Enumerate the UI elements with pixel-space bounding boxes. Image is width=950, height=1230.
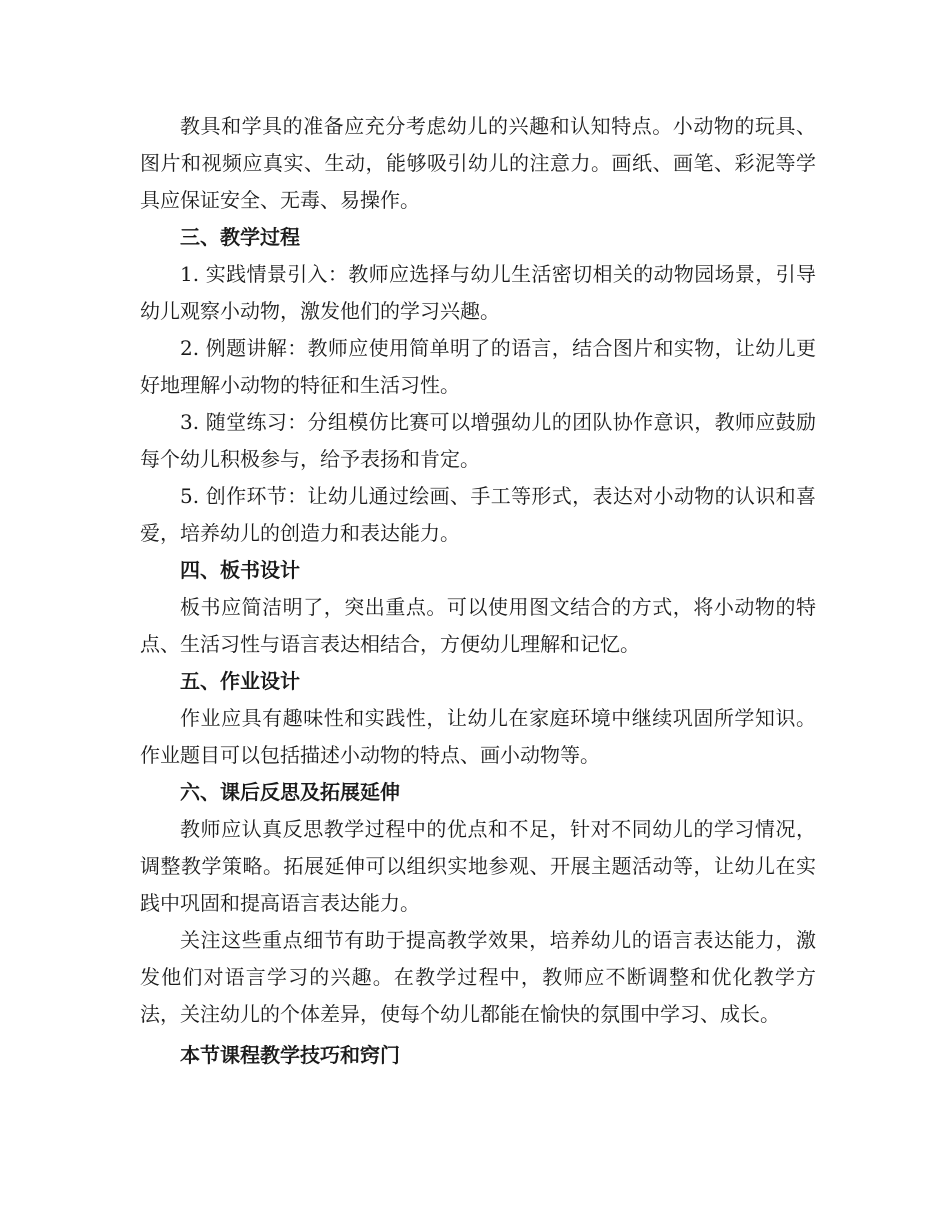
paragraph-process-5: 5. 创作环节：让幼儿通过绘画、手工等形式，表达对小动物的认识和喜爱，培养幼儿的创造力和表达能力。 [140, 484, 816, 545]
paragraph-materials: 教具和学具的准备应充分考虑幼儿的兴趣和认知特点。小动物的玩具、图片和视频应真实、生动，能够吸引幼儿的注意力。画纸、画笔、彩泥等学具应保证安全、无毒、易操作。 [140, 114, 816, 212]
heading-teaching-process: 三、教学过程 [180, 225, 300, 249]
heading-reflection: 六、课后反思及拓展延伸 [180, 780, 400, 804]
paragraph-process-1: 1. 实践情景引入：教师应选择与幼儿生活密切相关的动物园场景，引导幼儿观察小动物，激发他们的学习兴趣。 [140, 262, 816, 323]
paragraph-homework-design: 作业应具有趣味性和实践性，让幼儿在家庭环境中继续巩固所学知识。作业题目可以包括描述小动物的特点、画小动物等。 [140, 706, 816, 767]
paragraph-process-2: 2. 例题讲解：教师应使用简单明了的语言，结合图片和实物，让幼儿更好地理解小动物的特征和生活习性。 [140, 336, 816, 397]
paragraph-board-design: 板书应简洁明了，突出重点。可以使用图文结合的方式，将小动物的特点、生活习性与语言表达相结合，方便幼儿理解和记忆。 [140, 595, 816, 656]
heading-teaching-tips: 本节课程教学技巧和窍门 [180, 1043, 400, 1067]
paragraph-process-3: 3. 随堂练习：分组模仿比赛可以增强幼儿的团队协作意识，教师应鼓励每个幼儿积极参与，给予表扬和肯定。 [140, 410, 816, 471]
document-body [140, 108, 816, 1074]
heading-board-design: 四、板书设计 [180, 558, 300, 582]
heading-homework-design: 五、作业设计 [180, 669, 300, 693]
paragraph-summary: 关注这些重点细节有助于提高教学效果，培养幼儿的语言表达能力，激发他们对语言学习的兴趣。在教学过程中，教师应不断调整和优化教学方法，关注幼儿的个体差异，使每个幼儿都能在愉快的氛围中学习、成长。 [140, 928, 816, 1026]
paragraph-reflection: 教师应认真反思教学过程中的优点和不足，针对不同幼儿的学习情况，调整教学策略。拓展延伸可以组织实地参观、开展主题活动等，让幼儿在实践中巩固和提高语言表达能力。 [140, 817, 816, 915]
